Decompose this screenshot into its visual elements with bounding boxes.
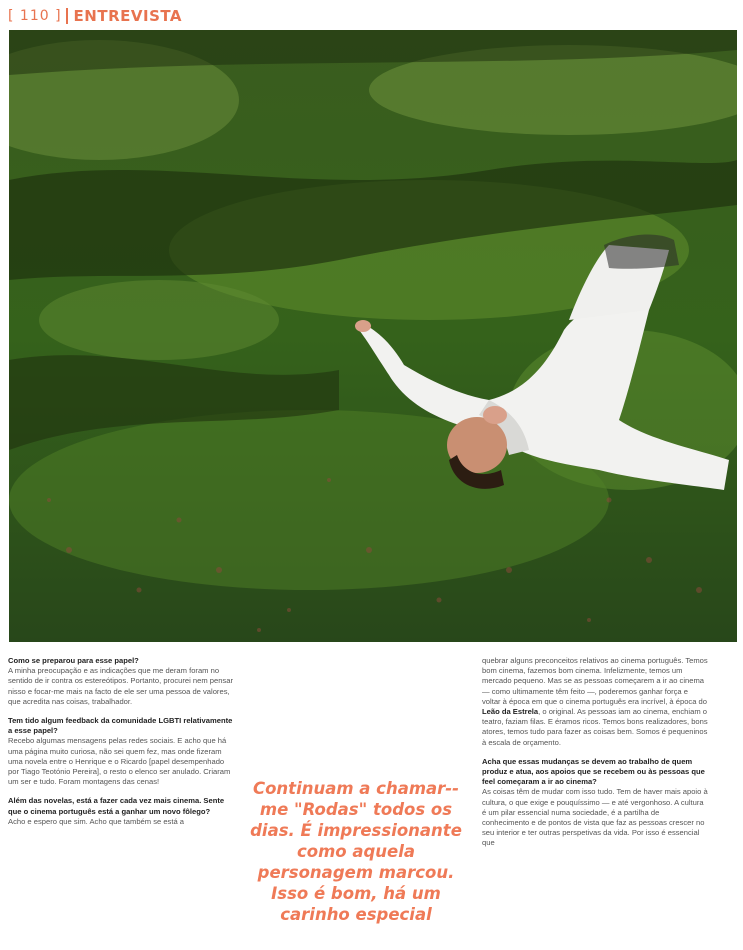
section-title: ENTREVISTA (73, 7, 183, 25)
left-column (8, 656, 234, 836)
header-divider (66, 8, 68, 24)
right-column (482, 656, 708, 858)
page-header (8, 5, 182, 27)
answer-3-continued-2: , o original. As pessoas iam ao cinema, enchiam o teatro, faziam filas. E éramos ricos. Temos bons realizadores, bons atores, temos tudo para fazer as coisas bem. Somos é pequeninos à escala de orçamento. (482, 707, 708, 747)
answer-3-continued: quebrar alguns preconceitos relativos ao cinema português. Temos bom cinema, fazemos bom cinema. Infelizmente, temos um mercado pequeno. Mas se as pessoas começarem a ir ao cinema — como ultimamente têm feito —, poderemos ganhar força e voltar à época em que o cinema português era incrível, à época do (482, 656, 708, 706)
answer-2: Recebo algumas mensagens pelas redes sociais. E acho que há uma página muito curiosa, não sei quem fez, mas onde fizeram uma novela entre o Henrique e o Ricardo [papel desempenhado por Tiago Teotónio Pereira], o resto o elenco ser anulado. Criaram um ser e tudo. Foram montagens das cenas! (8, 736, 231, 787)
answer-3: Acho e espero que sim. Acho que também se está a (8, 816, 185, 826)
answer-1: A minha preocupação e as indicações que me deram foram no sentido de ir contra os estereótipos. Portanto, procurei nem pensar nisso e focar-me mais na facto de ele ser uma pessoa de valores, que acredita nas coisas, trabalhador. (8, 666, 233, 706)
answer-4: As coisas têm de mudar com isso tudo. Tem de haver mais apoio à cultura, o que exige e pouquíssimo — e até vergonhoso. A cultura é um pilar essencial numa sociedade, é a partilha de conhecimento e de pontos de vista que faz as pessoas crescer no seu interior e ter outras perspetivas da vida. Por isso é essencial que (482, 787, 708, 848)
page-number: [ 110 ] (8, 8, 62, 24)
question-3: Além das novelas, está a fazer cada vez mais cinema. Sente que o cinema português está a ganhar um novo fôlego? (8, 796, 225, 816)
question-2: Tem tido algum feedback da comunidade LGBTI relativamente a esse papel? (8, 716, 233, 736)
question-4: Acha que essas mudanças se devem ao trabalho de quem produz e atua, aos apoios que se recebem ou às pessoas que feel começaram a ir ao cinema? (482, 756, 705, 787)
pull-quote: Continuam a chamar--me "Rodas" todos os dias. É impressionante como aquela personagem marcou. Isso é bom, há um carinho especial (250, 779, 462, 924)
question-1: Como se preparou para esse papel? (8, 656, 139, 665)
interview-photo (9, 30, 737, 642)
film-title: Leão da Estrela (482, 707, 539, 717)
